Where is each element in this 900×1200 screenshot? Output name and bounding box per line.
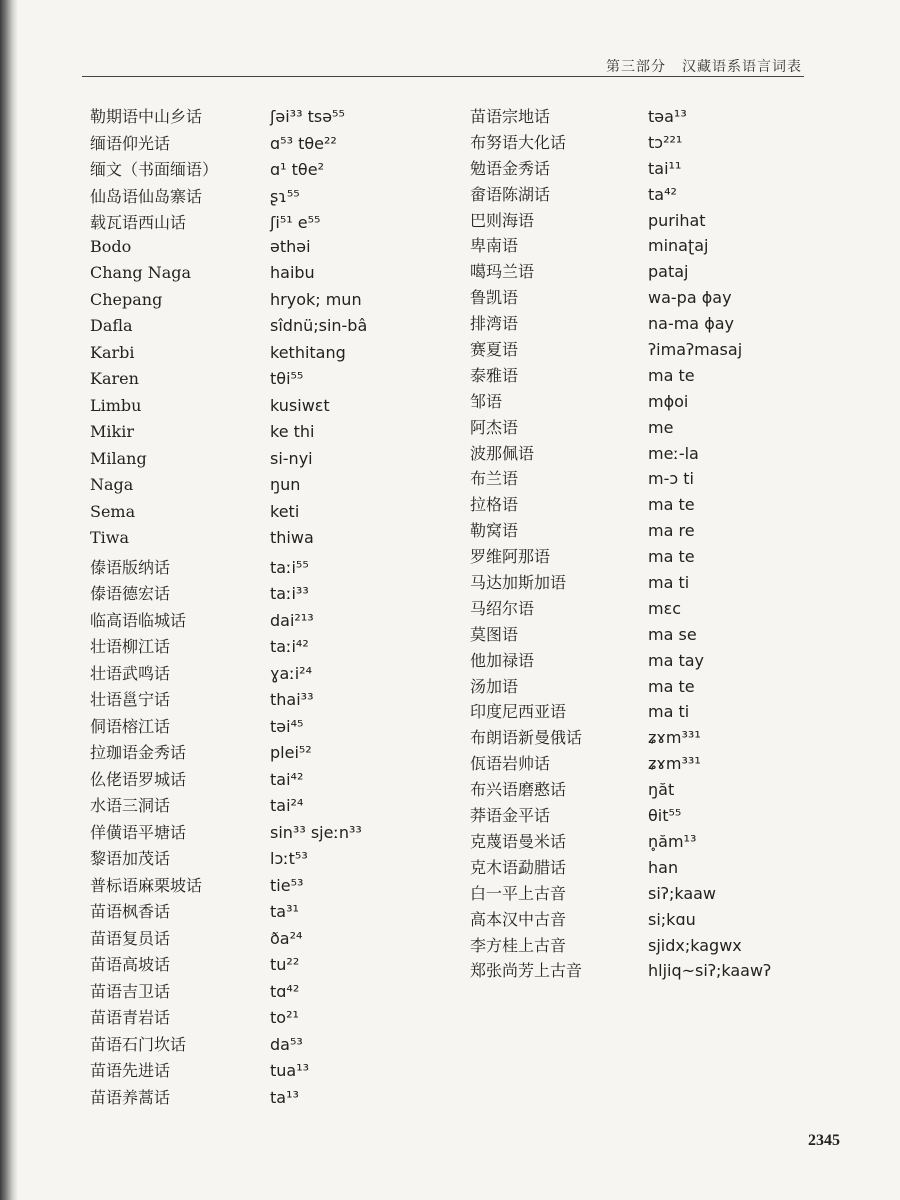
language-name: Chepang — [90, 289, 163, 309]
word-form: ʃi⁵¹ e⁵⁵ — [270, 213, 321, 232]
word-entry-row — [90, 873, 470, 900]
word-form: ɣaːi²⁴ — [270, 663, 312, 683]
word-entry-row — [90, 979, 470, 1006]
word-entry-row — [90, 740, 470, 767]
word-form: purihat — [648, 210, 706, 230]
language-name: 傣语德宏话 — [90, 584, 171, 603]
language-name: 苗语枫香话 — [90, 902, 171, 921]
word-entry-row — [90, 449, 470, 476]
language-name: Mikir — [90, 422, 134, 441]
word-entry-row — [470, 829, 830, 855]
word-form: sjidx;kagwx — [648, 935, 742, 955]
word-entry-row — [470, 182, 830, 208]
word-entry-row — [90, 343, 470, 370]
language-name: Chang Naga — [90, 263, 192, 282]
word-form: dai²¹³ — [270, 610, 314, 630]
word-form: pataj — [648, 262, 689, 282]
language-name: Milang — [90, 448, 147, 468]
word-entry-row — [470, 389, 830, 415]
language-name: 仙岛语仙岛寨话 — [90, 186, 203, 206]
word-form: ma te — [648, 547, 695, 567]
word-entry-row — [90, 661, 470, 688]
word-form: təi⁴⁵ — [270, 716, 304, 736]
language-name: 莫图语 — [470, 624, 519, 644]
language-name: 邹语 — [470, 391, 503, 411]
word-form: sîdnü;sin-bâ — [270, 316, 368, 335]
word-form: thai³³ — [270, 690, 314, 709]
word-form: ŋun — [270, 475, 301, 494]
language-name: 水语三洞话 — [90, 796, 171, 815]
word-entry-row — [470, 156, 830, 182]
word-form: ma te — [648, 365, 695, 385]
word-entry-row — [90, 157, 470, 184]
language-name: Karen — [90, 369, 139, 388]
word-entry-row — [470, 363, 830, 389]
language-name: 傣语版纳话 — [90, 557, 171, 577]
word-form: siʔ;kaaw — [648, 883, 717, 903]
language-name: Sema — [90, 501, 136, 521]
word-form: ɑ¹ tθe² — [270, 160, 324, 179]
word-entry-row — [470, 958, 830, 984]
language-name: 他加禄语 — [470, 650, 535, 670]
word-form: lɔːt⁵³ — [270, 849, 308, 868]
language-name: 马达加斯加语 — [470, 573, 567, 593]
word-form: tai²⁴ — [270, 796, 304, 815]
word-form: taːi⁴² — [270, 637, 309, 656]
word-form: θit⁵⁵ — [648, 806, 682, 826]
word-form: plei⁵² — [270, 743, 312, 762]
page-number: 2345 — [808, 1132, 840, 1149]
word-entry-row — [90, 634, 470, 661]
word-form: taːi⁵⁵ — [270, 557, 309, 577]
word-form: hryok; mun — [270, 289, 362, 309]
language-name: 壮语武鸣话 — [90, 663, 171, 683]
word-form: si;kɑu — [648, 909, 696, 929]
word-form: ta¹³ — [270, 1087, 299, 1107]
word-entry-row — [90, 131, 470, 158]
language-name: 鲁凯语 — [470, 288, 519, 308]
word-entry-row — [90, 422, 470, 449]
word-entry-row — [90, 316, 470, 343]
language-name: 布兰语 — [470, 469, 519, 489]
word-form: n̥ăm¹³ — [648, 831, 697, 851]
language-name: Bodo — [90, 236, 132, 256]
language-name: 拉珈语金秀话 — [90, 743, 187, 762]
word-form: ŋăt — [648, 780, 675, 800]
word-entry-row — [90, 767, 470, 794]
word-form: kethitang — [270, 342, 346, 362]
word-entry-row — [90, 396, 470, 423]
left-word-column — [90, 104, 470, 1111]
header-rule — [82, 76, 804, 77]
word-entry-row — [90, 714, 470, 741]
word-form: mɸoi — [648, 391, 689, 411]
language-name: 壮语邕宁话 — [90, 690, 171, 709]
word-entry-row — [470, 596, 830, 622]
word-form: ma te — [648, 495, 695, 515]
word-entry-row — [90, 608, 470, 635]
word-entry-row — [90, 1005, 470, 1032]
language-name: 李方桂上古音 — [470, 935, 567, 955]
word-form: mɛc — [648, 598, 682, 618]
language-name: 缅文（书面缅语） — [90, 160, 219, 179]
language-name: 波那佩语 — [470, 443, 535, 463]
word-entry-row — [470, 674, 830, 700]
word-form: tu²² — [270, 955, 300, 974]
word-entry-row — [90, 555, 470, 582]
language-name: 苗语高坡话 — [90, 955, 171, 974]
word-entry-row — [470, 803, 830, 829]
word-entry-row — [90, 846, 470, 873]
word-entry-row — [90, 820, 470, 847]
language-name: 阿杰语 — [470, 417, 519, 437]
word-form: ma re — [648, 521, 695, 541]
language-name: 苗语先进话 — [90, 1061, 171, 1080]
word-form: da⁵³ — [270, 1034, 303, 1054]
language-name: 缅语仰光话 — [90, 133, 171, 153]
word-entry-row — [470, 441, 830, 467]
word-form: haibu — [270, 263, 315, 282]
word-form: me — [648, 417, 674, 437]
word-form: ma te — [648, 676, 695, 696]
language-name: 畲语陈湖话 — [470, 184, 551, 204]
word-entry-row — [90, 1085, 470, 1112]
word-form: ta⁴² — [648, 184, 677, 204]
word-entry-row — [470, 259, 830, 285]
word-entry-row — [470, 415, 830, 441]
language-name: 白一平上古音 — [470, 883, 567, 903]
word-form: ða²⁴ — [270, 928, 303, 948]
word-entry-row — [90, 502, 470, 529]
language-name: 勒期语中山乡话 — [90, 107, 203, 126]
word-form: m-ɔ ti — [648, 469, 694, 489]
word-entry-row — [470, 570, 830, 596]
word-form: ta³¹ — [270, 902, 299, 921]
language-name: Tiwa — [90, 528, 130, 547]
word-entry-row — [470, 933, 830, 959]
language-name: 普标语麻栗坡话 — [90, 875, 203, 895]
word-entry-row — [470, 337, 830, 363]
word-form: təa¹³ — [648, 107, 687, 126]
language-name: 勉语金秀话 — [470, 158, 551, 178]
language-name: 布朗语新曼俄话 — [470, 728, 583, 748]
language-name: 印度尼西亚语 — [470, 702, 567, 722]
word-entry-row — [470, 233, 830, 259]
language-name: 高本汉中古音 — [470, 909, 567, 929]
word-form: si-nyi — [270, 448, 313, 468]
word-entry-row — [470, 881, 830, 907]
word-entry-row — [470, 907, 830, 933]
word-form: han — [648, 857, 679, 877]
word-entry-row — [470, 208, 830, 234]
language-name: 克木语勐腊话 — [470, 857, 567, 877]
language-name: 壮语柳江话 — [90, 637, 171, 656]
word-entry-row — [90, 290, 470, 317]
word-entry-row — [470, 751, 830, 777]
word-entry-row — [470, 311, 830, 337]
language-name: 苗语养蒿话 — [90, 1087, 171, 1107]
word-entry-row — [90, 1032, 470, 1059]
word-entry-row — [90, 237, 470, 264]
word-form: ʔimaʔmasaj — [648, 340, 743, 360]
word-entry-row — [470, 544, 830, 570]
word-form: ma tay — [648, 650, 705, 670]
language-name: Limbu — [90, 395, 142, 415]
word-form: tɑ⁴² — [270, 981, 300, 1001]
language-name: 苗语吉卫话 — [90, 981, 171, 1001]
word-entry-row — [90, 793, 470, 820]
word-form: thiwa — [270, 528, 314, 547]
word-form: kusiwɛt — [270, 395, 330, 415]
language-name: 勒窝语 — [470, 521, 519, 541]
word-form: ke thi — [270, 422, 315, 441]
word-entry-row — [470, 285, 830, 311]
word-entry-row — [90, 899, 470, 926]
language-name: 苗语复员话 — [90, 928, 171, 948]
language-name: 苗语宗地话 — [470, 107, 551, 126]
header-section: 汉藏语系语言词表 — [682, 59, 802, 75]
word-entry-row — [90, 581, 470, 608]
word-entry-row — [90, 687, 470, 714]
language-name: 噶玛兰语 — [470, 262, 535, 282]
header-part: 第三部分 — [606, 59, 666, 75]
word-entry-row — [90, 104, 470, 131]
word-entry-row — [90, 263, 470, 290]
word-entry-row — [470, 466, 830, 492]
language-name: 仫佬语罗城话 — [90, 769, 187, 789]
word-entry-row — [90, 952, 470, 979]
word-form: wa-pa ɸay — [648, 288, 732, 308]
language-name: Dafla — [90, 316, 133, 335]
word-form: ma ti — [648, 573, 690, 593]
word-form: tɔ²²¹ — [648, 132, 683, 152]
language-name: 布努语大化话 — [470, 132, 567, 152]
language-name: 拉格语 — [470, 495, 519, 515]
word-entry-row — [90, 926, 470, 953]
language-name: 排湾语 — [470, 314, 519, 334]
word-entry-row — [470, 622, 830, 648]
language-name: 苗语青岩话 — [90, 1008, 171, 1027]
word-entry-row — [470, 104, 830, 130]
book-spine-shadow — [0, 0, 18, 1200]
word-entry-row — [90, 184, 470, 211]
word-form: əthəi — [270, 236, 311, 256]
language-name: 载瓦语西山话 — [90, 213, 187, 232]
word-form: ma se — [648, 624, 697, 644]
word-form: ʑɤm³³¹ — [648, 728, 701, 748]
language-name: 汤加语 — [470, 676, 519, 696]
word-form: meː-la — [648, 443, 699, 463]
language-name: Naga — [90, 475, 134, 494]
language-name: 佯僙语平塘话 — [90, 822, 187, 842]
right-word-column — [470, 104, 830, 984]
word-entry-row — [470, 518, 830, 544]
language-name: 佤语岩帅话 — [470, 754, 551, 774]
word-entry-row — [470, 648, 830, 674]
language-name: 布兴语磨憨话 — [470, 780, 567, 800]
language-name: 克蔑语曼米话 — [470, 831, 567, 851]
language-name: Karbi — [90, 342, 135, 362]
word-entry-row — [470, 725, 830, 751]
word-form: ʂɿ⁵⁵ — [270, 186, 300, 206]
word-form: ʑɤm³³¹ — [648, 754, 701, 774]
word-entry-row — [90, 1058, 470, 1085]
word-form: tie⁵³ — [270, 875, 304, 895]
language-name: 临高语临城话 — [90, 610, 187, 630]
language-name: 罗维阿那语 — [470, 547, 551, 567]
word-entry-row — [470, 777, 830, 803]
language-name: 郑张尚芳上古音 — [470, 961, 583, 981]
word-entry-row — [90, 475, 470, 502]
word-form: tua¹³ — [270, 1061, 310, 1080]
language-name: 马绍尔语 — [470, 598, 535, 618]
word-form: ma ti — [648, 702, 690, 722]
word-form: na-ma ɸay — [648, 314, 735, 334]
language-name: 莽语金平话 — [470, 806, 551, 826]
word-form: taːi³³ — [270, 584, 309, 603]
word-form: ɑ⁵³ tθe²² — [270, 133, 337, 153]
word-form: minaʈaj — [648, 236, 709, 256]
word-entry-row — [470, 492, 830, 518]
word-entry-row — [470, 699, 830, 725]
running-header — [606, 56, 802, 76]
word-form: tθi⁵⁵ — [270, 369, 304, 388]
language-name: 黎语加茂话 — [90, 849, 171, 868]
word-form: sin³³ sjeːn³³ — [270, 822, 362, 842]
language-name: 卑南语 — [470, 236, 519, 256]
word-form: ʃəi³³ tsə⁵⁵ — [270, 107, 345, 126]
word-entry-row — [90, 528, 470, 555]
language-name: 赛夏语 — [470, 340, 519, 360]
word-form: to²¹ — [270, 1008, 299, 1027]
word-entry-row — [90, 210, 470, 237]
language-name: 泰雅语 — [470, 365, 519, 385]
word-entry-row — [470, 855, 830, 881]
word-form: keti — [270, 501, 300, 521]
language-name: 侗语榕江话 — [90, 716, 171, 736]
word-entry-row — [470, 130, 830, 156]
word-form: hljiq~siʔ;kaawʔ — [648, 961, 772, 981]
word-form: tai¹¹ — [648, 158, 682, 178]
word-entry-row — [90, 369, 470, 396]
language-name: 苗语石门坎话 — [90, 1034, 187, 1054]
word-form: tai⁴² — [270, 769, 304, 789]
language-name: 巴则海语 — [470, 210, 535, 230]
